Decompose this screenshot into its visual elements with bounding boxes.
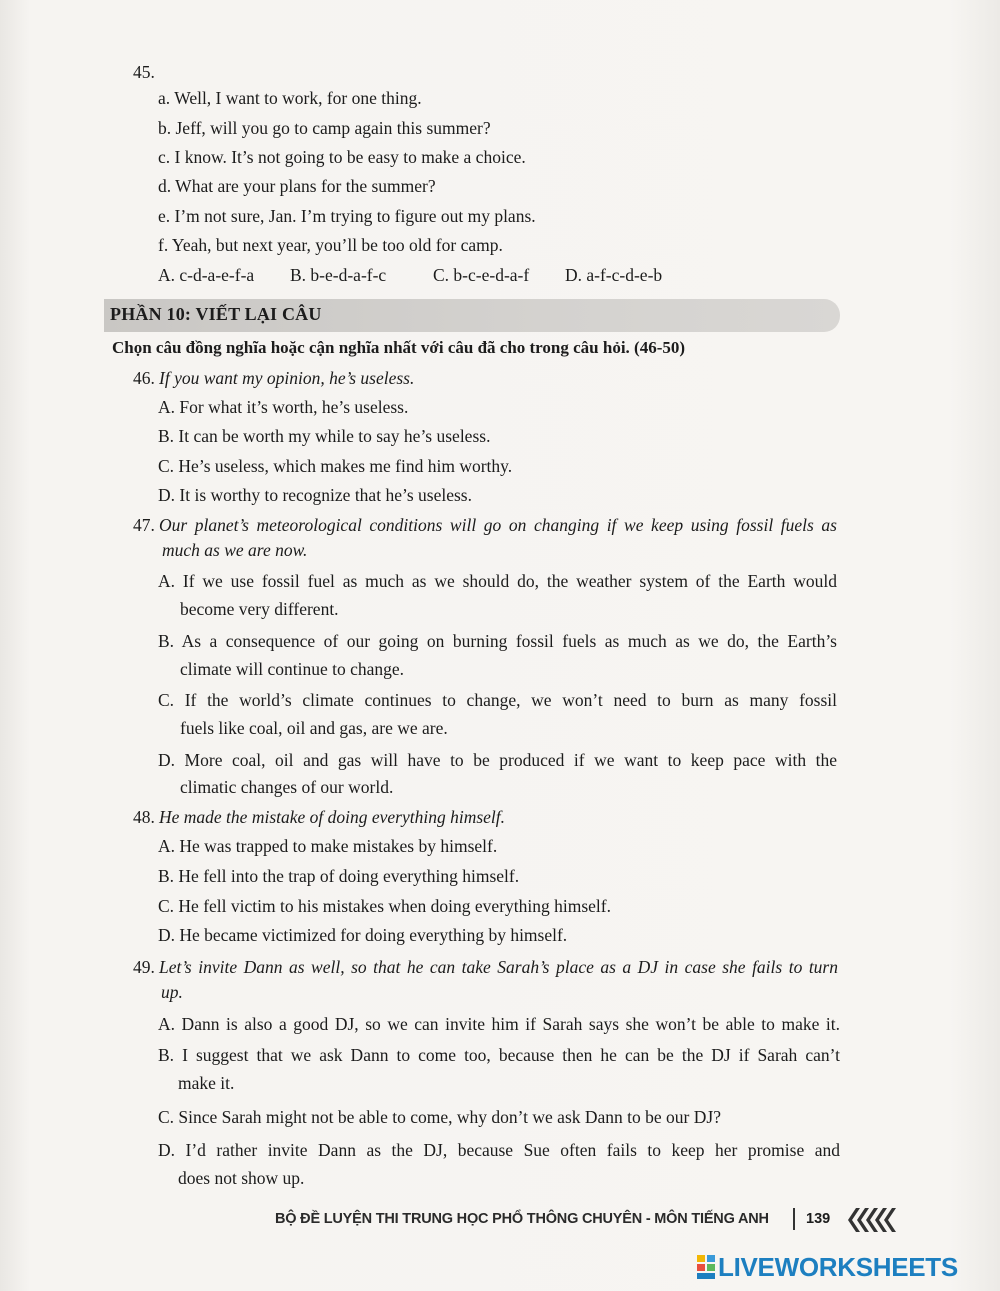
q47-prompt-line-1: Our planet’s meteorological conditions will go on changing if we keep using fossil fuels as xyxy=(159,515,837,535)
liveworksheets-watermark[interactable]: LIVEWORKSHEETS xyxy=(718,1252,958,1282)
question-49-number: 49. xyxy=(133,957,155,977)
q49-option-b-cont: make it. xyxy=(178,1073,235,1093)
q45-option-a[interactable]: A. c-d-a-e-f-a xyxy=(158,265,255,285)
q49-prompt-line-1: Let’s invite Dann as well, so that he can take Sarah’s place as a DJ in case she fails to turn xyxy=(159,957,838,977)
q49-option-c[interactable]: C. Since Sarah might not be able to come, why don’t we ask Dann to be our DJ? xyxy=(158,1107,721,1127)
q45-option-b[interactable]: B. b-e-d-a-f-c xyxy=(290,265,387,285)
question-47-number: 47. xyxy=(133,515,155,535)
liveworksheets-logo-icon xyxy=(697,1255,715,1279)
q47-option-a[interactable]: A. If we use fossil fuel as much as we should do, the weather system of the Earth would xyxy=(158,571,837,591)
q49-option-b[interactable]: B. I suggest that we ask Dann to come too, because then he can be the DJ if Sarah can’t xyxy=(158,1045,840,1065)
q46-option-d[interactable]: D. It is worthy to recognize that he’s useless. xyxy=(158,485,472,505)
section-title: PHẦN 10: VIẾT LẠI CÂU xyxy=(110,304,322,324)
q49-option-d[interactable]: D. I’d rather invite Dann as the DJ, because Sue often fails to keep her promise and xyxy=(158,1140,840,1160)
question-48-number: 48. xyxy=(133,807,155,827)
q47-option-a-cont: become very different. xyxy=(180,599,339,619)
section-instruction: Chọn câu đồng nghĩa hoặc cận nghĩa nhất với câu đã cho trong câu hỏi. (46-50) xyxy=(112,338,686,357)
footer-divider xyxy=(793,1208,795,1230)
q45-item-b: b. Jeff, will you go to camp again this summer? xyxy=(158,118,491,138)
q47-option-b[interactable]: B. As a consequence of our going on burning fossil fuels as much as we do, the Earth’s xyxy=(158,631,837,651)
footer-page-number: 139 xyxy=(806,1211,831,1227)
q47-option-d[interactable]: D. More coal, oil and gas will have to be produced if we want to keep pace with the xyxy=(158,750,837,770)
q46-option-a[interactable]: A. For what it’s worth, he’s useless. xyxy=(158,397,409,417)
q48-option-b[interactable]: B. He fell into the trap of doing everything himself. xyxy=(158,866,520,886)
q47-option-c[interactable]: C. If the world’s climate continues to change, we won’t need to burn as many fossil xyxy=(158,690,837,710)
footer-book-title: BỘ ĐỀ LUYỆN THI TRUNG HỌC PHỔ THÔNG CHUYÊN - MÔN TIẾNG ANH xyxy=(275,1211,769,1227)
q46-option-c[interactable]: C. He’s useless, which makes me find him worthy. xyxy=(158,456,513,476)
q45-item-d: d. What are your plans for the summer? xyxy=(158,176,436,196)
q47-option-c-cont: fuels like coal, oil and gas, are we are. xyxy=(180,718,448,738)
q46-prompt: If you want my opinion, he’s useless. xyxy=(159,368,415,388)
q48-option-c[interactable]: C. He fell victim to his mistakes when doing everything himself. xyxy=(158,896,611,916)
q45-item-a: a. Well, I want to work, for one thing. xyxy=(158,88,422,108)
q47-option-d-cont: climatic changes of our world. xyxy=(180,777,394,797)
q49-option-d-cont: does not show up. xyxy=(178,1168,305,1188)
q45-item-f: f. Yeah, but next year, you’ll be too old for camp. xyxy=(158,235,503,255)
question-45-number: 45. xyxy=(133,62,155,82)
q47-option-b-cont: climate will continue to change. xyxy=(180,659,405,679)
q48-prompt: He made the mistake of doing everything himself. xyxy=(159,807,506,827)
q48-option-d[interactable]: D. He became victimized for doing everything by himself. xyxy=(158,925,568,945)
q45-option-d[interactable]: D. a-f-c-d-e-b xyxy=(565,265,663,285)
q49-option-a[interactable]: A. Dann is also a good DJ, so we can invite him if Sarah says she won’t be able to make it. xyxy=(158,1014,840,1034)
q45-option-c[interactable]: C. b-c-e-d-a-f xyxy=(433,265,530,285)
q49-prompt-line-2: up. xyxy=(161,982,183,1002)
q45-item-e: e. I’m not sure, Jan. I’m trying to figure out my plans. xyxy=(158,206,536,226)
footer-chevrons-icon xyxy=(846,1206,900,1234)
q48-option-a[interactable]: A. He was trapped to make mistakes by himself. xyxy=(158,836,498,856)
q47-prompt-line-2: much as we are now. xyxy=(162,540,308,560)
q46-option-b[interactable]: B. It can be worth my while to say he’s useless. xyxy=(158,426,491,446)
q45-item-c: c. I know. It’s not going to be easy to make a choice. xyxy=(158,147,526,167)
question-46-number: 46. xyxy=(133,368,155,388)
